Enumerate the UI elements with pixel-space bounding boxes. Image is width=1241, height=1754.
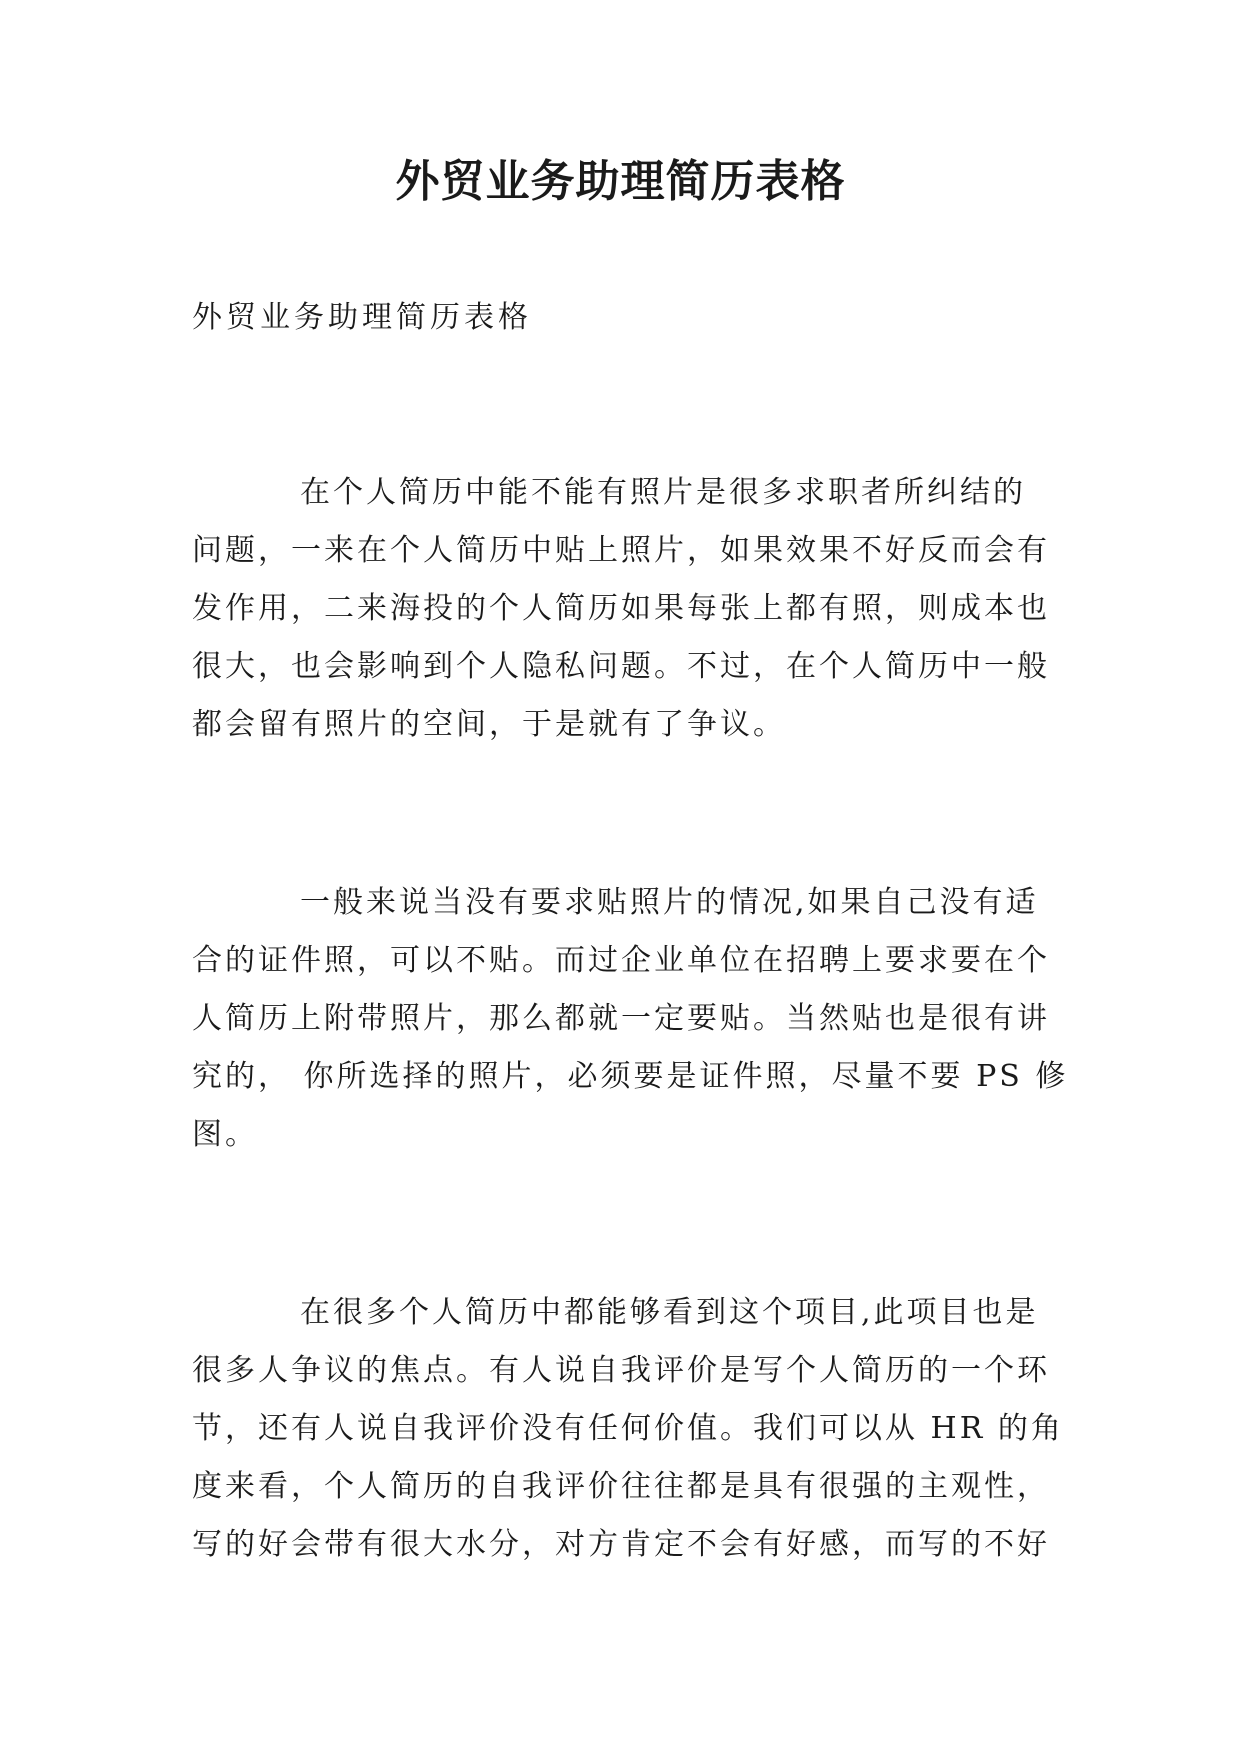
paragraph-line: 很多人争议的焦点。有人说自我评价是写个人简历的一个环 <box>192 1353 1050 1388</box>
paragraph-line: 都会留有照片的空间，于是就有了争议。 <box>192 707 786 742</box>
paragraph-line: 问题，一来在个人简历中贴上照片，如果效果不好反而会有 <box>192 533 1050 568</box>
paragraph-line: 节，还有人说自我评价没有任何价值。我们可以从 HR 的角 <box>192 1411 1064 1446</box>
paragraph-line: 度来看，个人简历的自我评价往往都是具有很强的主观性， <box>192 1469 1050 1504</box>
paragraph-line: 写的好会带有很大水分，对方肯定不会有好感，而写的不好 <box>192 1527 1050 1562</box>
paragraph-line: 图。 <box>192 1117 258 1152</box>
paragraph-line: 合的证件照，可以不贴。而过企业单位在招聘上要求要在个 <box>192 943 1050 978</box>
paragraph-self-evaluation <box>192 1284 1064 1574</box>
paragraph-line: 人简历上附带照片，那么都就一定要贴。当然贴也是很有讲 <box>192 1001 1050 1036</box>
paragraph-line: 在很多个人简历中都能够看到这个项目,此项目也是 <box>300 1295 1039 1330</box>
document-title: 外贸业务助理简历表格 <box>395 156 846 207</box>
paragraph-photo-advice <box>192 874 1069 1164</box>
document-subtitle: 外贸业务助理简历表格 <box>192 300 532 335</box>
paragraph-line: 在个人简历中能不能有照片是很多求职者所纠结的 <box>300 475 1026 510</box>
paragraph-line: 一般来说当没有要求贴照片的情况,如果自己没有适 <box>300 885 1039 920</box>
paragraph-line: 发作用，二来海投的个人简历如果每张上都有照，则成本也 <box>192 591 1050 626</box>
paragraph-photo-question <box>192 464 1052 754</box>
paragraph-line: 很大，也会影响到个人隐私问题。不过，在个人简历中一般 <box>192 649 1050 684</box>
paragraph-line: 究的， 你所选择的照片，必须要是证件照，尽量不要 PS 修 <box>192 1059 1069 1094</box>
